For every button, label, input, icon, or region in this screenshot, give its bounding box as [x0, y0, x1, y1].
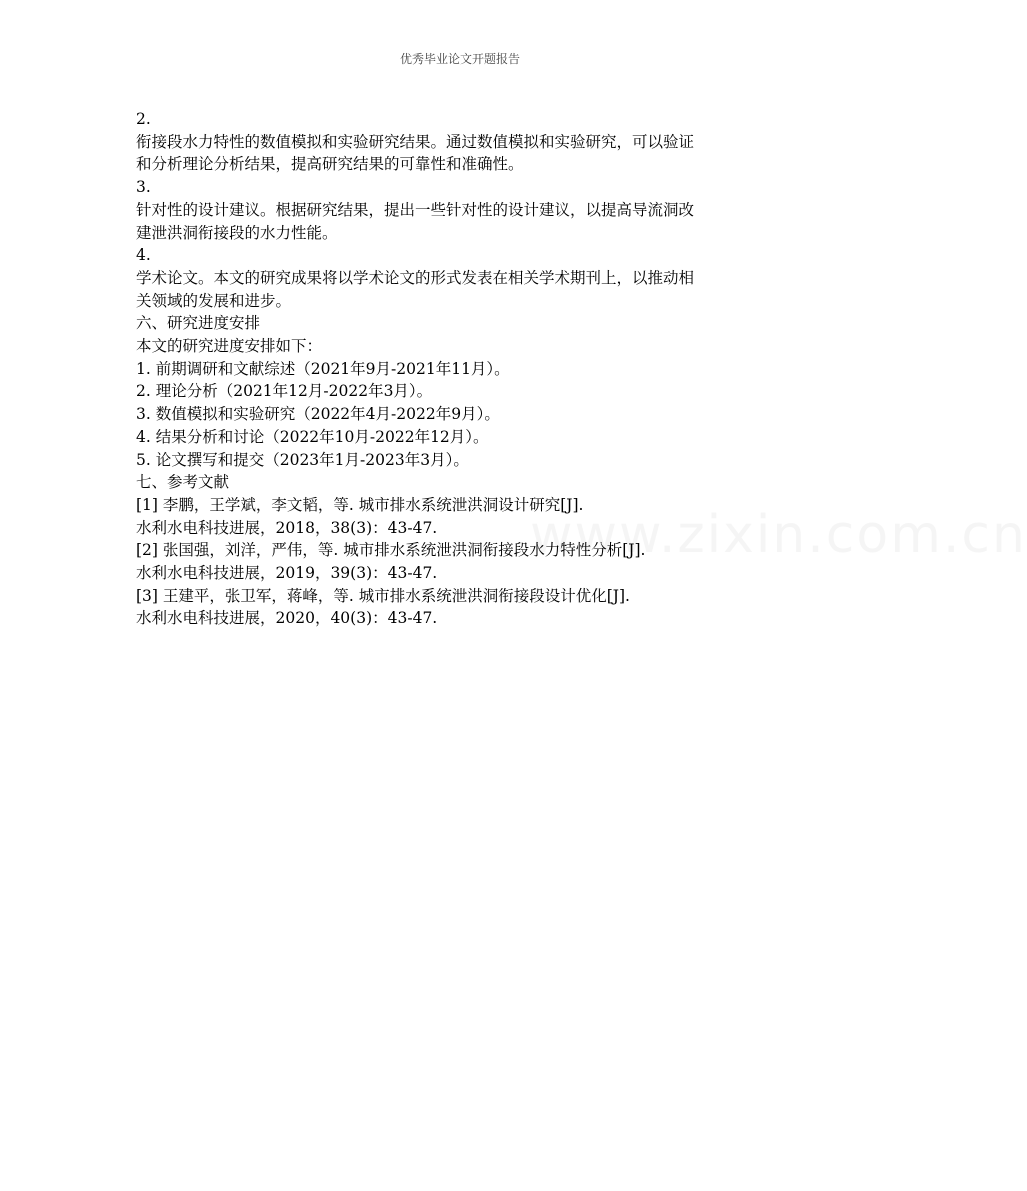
section-heading-references: 七、参考文献 [136, 473, 230, 492]
document-body [136, 108, 786, 630]
paragraph-line: 建泄洪洞衔接段的水力性能。 [136, 223, 338, 242]
schedule-item: 1. 前期调研和文献综述（2021年9月-2021年11月）。 [136, 359, 510, 378]
schedule-item: 3. 数值模拟和实验研究（2022年4月-2022年9月）。 [136, 405, 500, 424]
paragraph-line: 关领域的发展和进步。 [136, 291, 292, 310]
reference-item: [2] 张国强，刘洋，严伟，等. 城市排水系统泄洪洞衔接段水力特性分析[J]. [136, 541, 646, 560]
page-header [0, 50, 920, 68]
item-number-2: 2. [136, 110, 151, 128]
paragraph-line: 衔接段水力特性的数值模拟和实验研究结果。通过数值模拟和实验研究，可以验证 [136, 132, 695, 151]
schedule-item: 2. 理论分析（2021年12月-2022年3月）。 [136, 382, 433, 401]
paragraph-line: 学术论文。本文的研究成果将以学术论文的形式发表在相关学术期刊上，以推动相 [136, 268, 695, 287]
reference-item: [1] 李鹏，王学斌，李文韬，等. 城市排水系统泄洪洞设计研究[J]. [136, 495, 584, 514]
paragraph-line: 针对性的设计建议。根据研究结果，提出一些针对性的设计建议，以提高导流洞改 [136, 200, 695, 219]
schedule-item: 5. 论文撰写和提交（2023年1月-2023年3月）。 [136, 450, 469, 469]
paragraph-line: 和分析理论分析结果，提高研究结果的可靠性和准确性。 [136, 155, 524, 174]
reference-item: 水利水电科技进展，2020，40(3)：43-47. [136, 609, 438, 628]
item-number-3: 3. [136, 178, 151, 197]
watermark-text: www.zixin.com.cn [530, 505, 1027, 565]
schedule-item: 4. 结果分析和讨论（2022年10月-2022年12月）。 [136, 427, 489, 446]
paragraph-line: 本文的研究进度安排如下： [136, 337, 323, 356]
reference-item: 水利水电科技进展，2018，38(3)：43-47. [136, 518, 438, 537]
section-heading-schedule: 六、研究进度安排 [136, 314, 261, 333]
item-number-4: 4. [136, 246, 151, 265]
header-title: 优秀毕业论文开题报告 [399, 52, 520, 66]
reference-item: [3] 王建平，张卫军，蒋峰，等. 城市排水系统泄洪洞衔接段设计优化[J]. [136, 586, 630, 605]
reference-item: 水利水电科技进展，2019，39(3)：43-47. [136, 564, 438, 583]
